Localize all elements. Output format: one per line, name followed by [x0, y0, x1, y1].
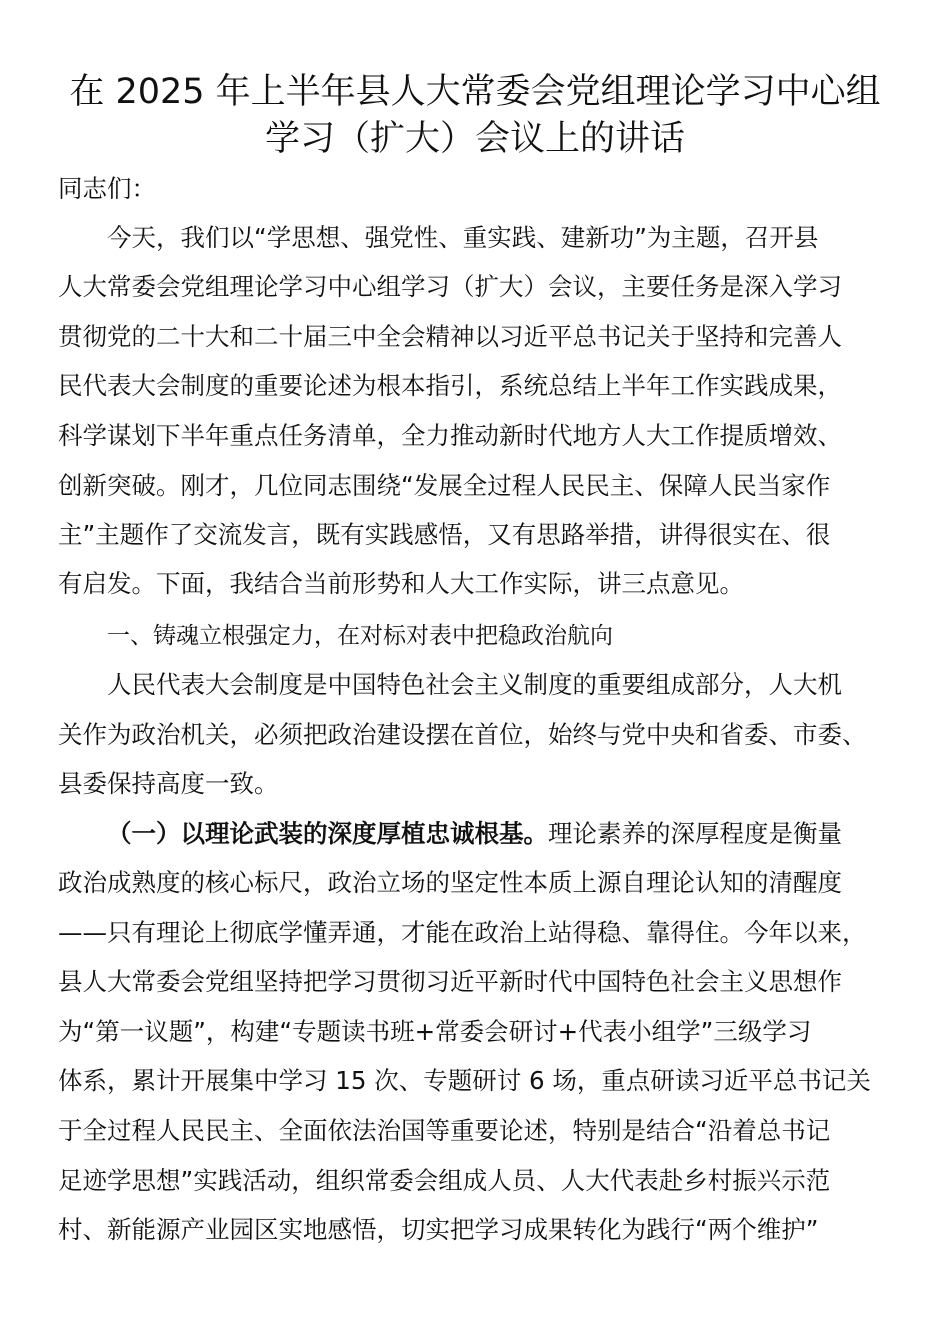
salutation: 同志们：: [58, 174, 156, 203]
paragraph-1-line-6: 创新突破。刚才，几位同志围绕“发展全过程人民民主、保障人民当家作: [58, 471, 831, 500]
paragraph-3-line-2: 政治成熟度的核心标尺，政治立场的坚定性本质上源自理论认知的清醒度: [58, 868, 842, 897]
paragraph-3-line-3: ——只有理论上彻底学懂弄通，才能在政治上站得稳、靠得住。今年以来，: [58, 918, 867, 947]
paragraph-1-line-8: 有启发。下面，我结合当前形势和人大工作实际，讲三点意见。: [58, 569, 744, 598]
paragraph-1-line-7: 主”主题作了交流发言，既有实践感悟，又有思路举措，讲得很实在、很: [58, 520, 831, 549]
paragraph-3-line-1: [107, 818, 842, 850]
paragraph-1-line-2: 人大常委会党组理论学习中心组学习（扩大）会议，主要任务是深入学习: [58, 272, 842, 301]
paragraph-3-line-7: 于全过程人民民主、全面依法治国等重要论述，特别是结合“沿着总书记: [58, 1116, 831, 1145]
paragraph-1-line-5: 科学谋划下半年重点任务清单，全力推动新时代地方人大工作提质增效、: [58, 421, 842, 450]
paragraph-2-line-3: 县委保持高度一致。: [58, 769, 279, 798]
paragraph-3-line-9: 村、新能源产业园区实地感悟，切实把学习成果转化为践行“两个维护”: [58, 1215, 819, 1244]
paragraph-3-line-4: 县人大常委会党组坚持把学习贯彻习近平新时代中国特色社会主义思想作: [58, 967, 842, 996]
document-title-line-1: 在 2025 年上半年县人大常委会党组理论学习中心组: [69, 72, 881, 112]
paragraph-1-line-1: 今天，我们以“学思想、强党性、重实践、建新功”为主题，召开县: [107, 223, 819, 252]
paragraph-1-line-4: 民代表大会制度的重要论述为根本指引，系统总结上半年工作实践成果，: [58, 371, 842, 400]
paragraph-3-line-6: 体系，累计开展集中学习 15 次、专题研讨 6 场，重点研读习近平总书记关: [58, 1066, 871, 1095]
paragraph-2-line-1: 人民代表大会制度是中国特色社会主义制度的重要组成部分，人大机: [107, 670, 842, 699]
paragraph-1-line-3: 贯彻党的二十大和二十届三中全会精神以习近平总书记关于坚持和完善人: [58, 322, 842, 351]
section-heading-1: 一、铸魂立根强定力，在对标对表中把稳政治航向: [107, 623, 613, 649]
document-title-line-2: 学习（扩大）会议上的讲话: [264, 119, 685, 159]
paragraph-3-line-1-text: 理论素养的深厚程度是衡量: [548, 819, 842, 848]
paragraph-2-line-2: 关作为政治机关，必须把政治建设摆在首位，始终与党中央和省委、市委、: [58, 720, 867, 749]
subheading-1: （一）以理论武装的深度厚植忠诚根基。: [107, 819, 548, 848]
paragraph-3-line-5: 为“第一议题”，构建“专题读书班+常委会研讨+代表小组学”三级学习: [58, 1017, 812, 1046]
paragraph-3-line-8: 足迹学思想”实践活动，组织常委会组成人员、人大代表赴乡村振兴示范: [58, 1166, 831, 1195]
